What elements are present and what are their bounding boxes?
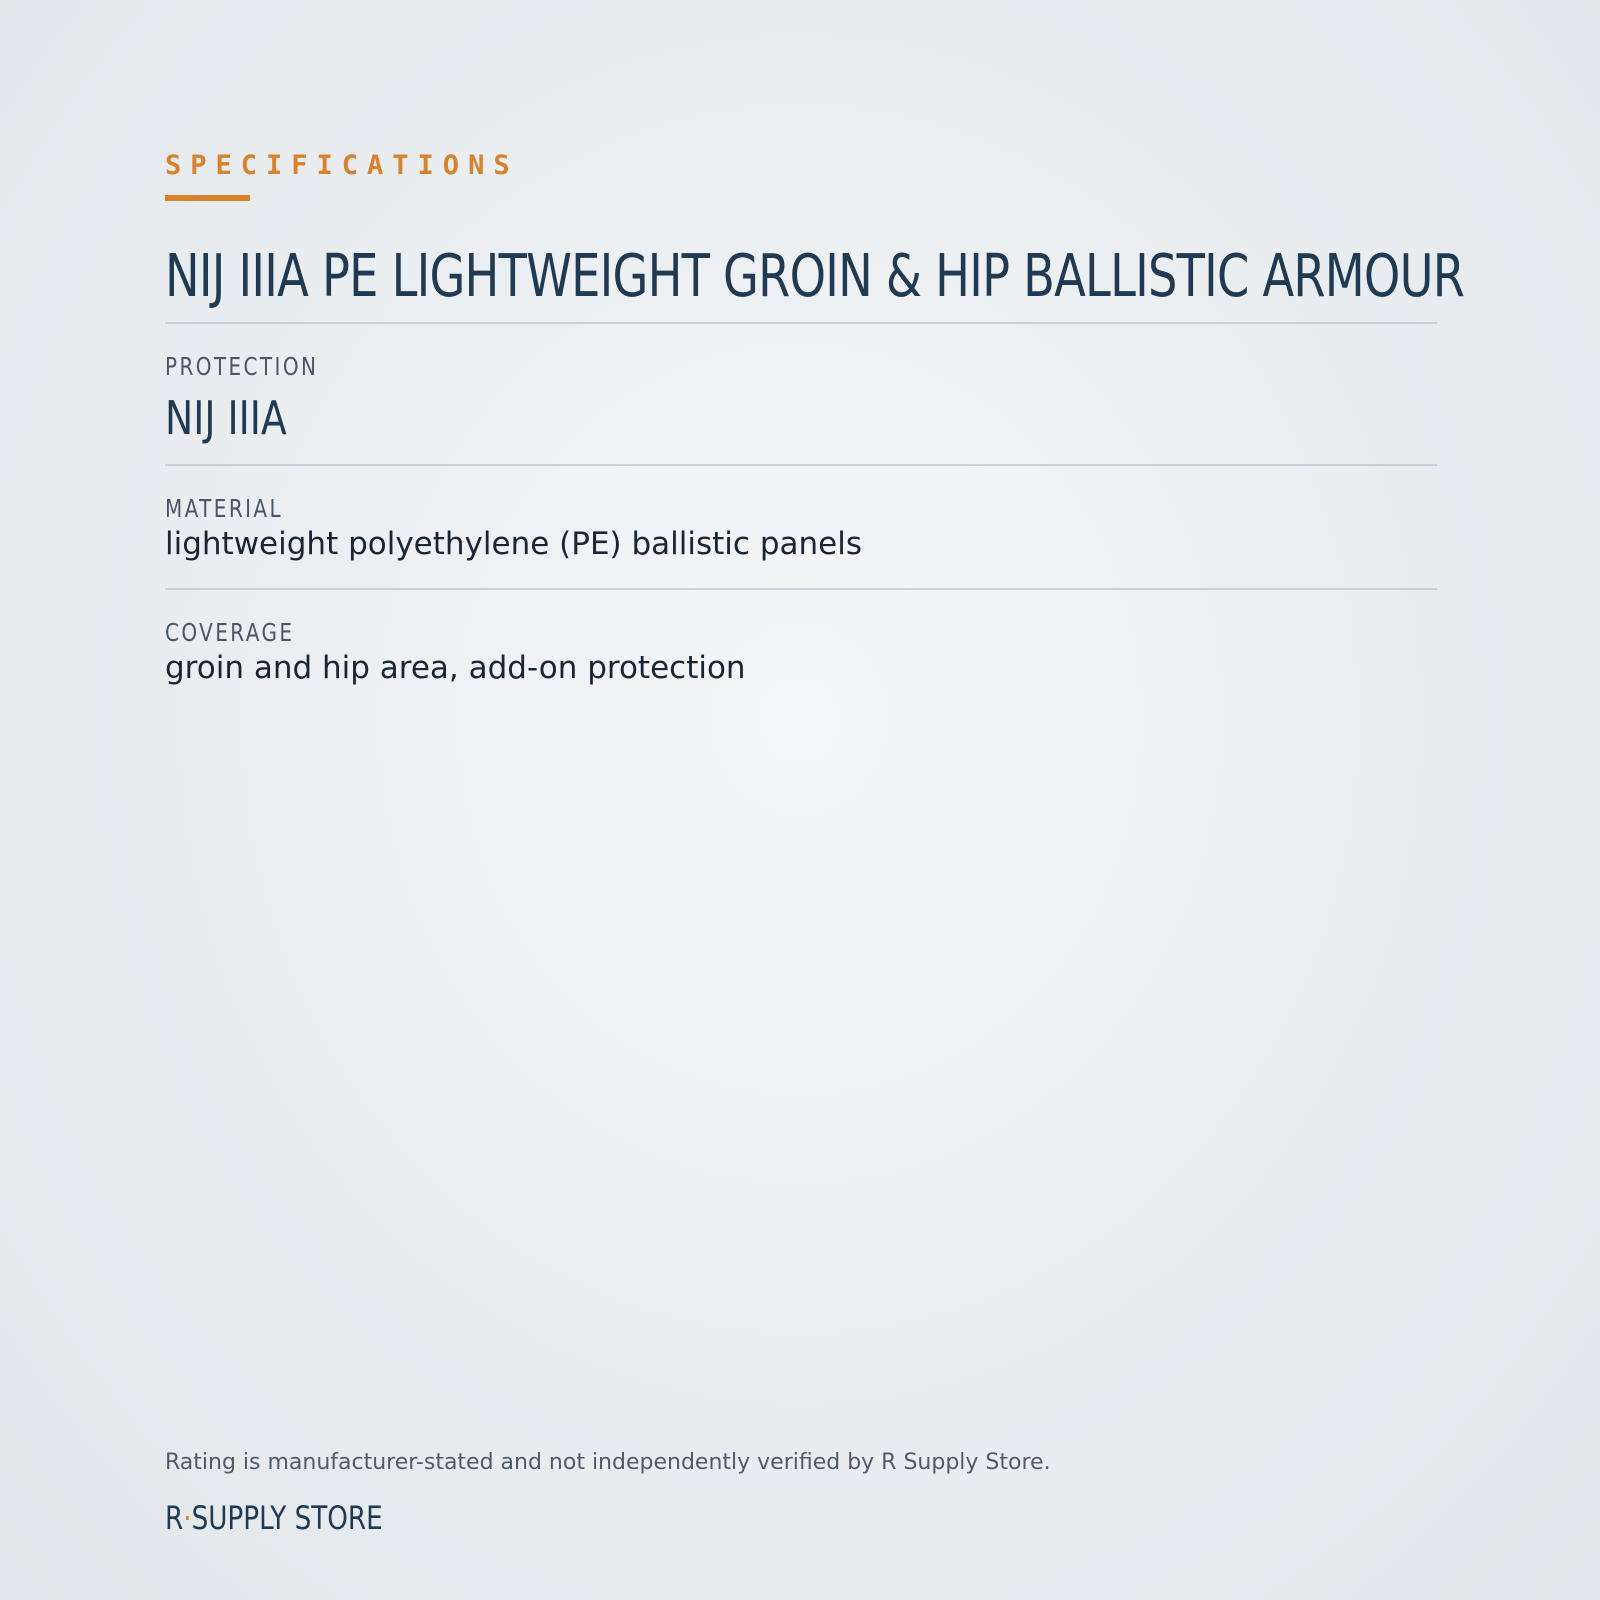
- divider: [165, 322, 1437, 324]
- spec-sheet: [165, 0, 1465, 1600]
- spec-value-protection: NIJ IIIA: [165, 391, 287, 445]
- spec-label-coverage: COVERAGE: [165, 618, 295, 647]
- divider: [165, 464, 1437, 466]
- brand-dot: ·: [183, 1499, 192, 1537]
- brand-name: SUPPLY STORE: [191, 1499, 383, 1537]
- divider: [165, 588, 1437, 590]
- spec-value-material: lightweight polyethylene (PE) ballistic panels: [165, 526, 862, 562]
- brand-logo: [165, 1499, 383, 1537]
- product-title: NIJ IIIA PE LIGHTWEIGHT GROIN & HIP BALLISTIC ARMOUR: [165, 241, 1465, 310]
- section-eyebrow: SPECIFICATIONS: [165, 150, 519, 181]
- spec-label-material: MATERIAL: [165, 494, 284, 523]
- spec-label-protection: PROTECTION: [165, 352, 319, 381]
- brand-letter: R: [165, 1499, 184, 1537]
- eyebrow-underline: [165, 195, 250, 201]
- rating-disclaimer: Rating is manufacturer-stated and not independently verified by R Supply Store.: [165, 1450, 1051, 1475]
- spec-value-coverage: groin and hip area, add-on protection: [165, 650, 746, 686]
